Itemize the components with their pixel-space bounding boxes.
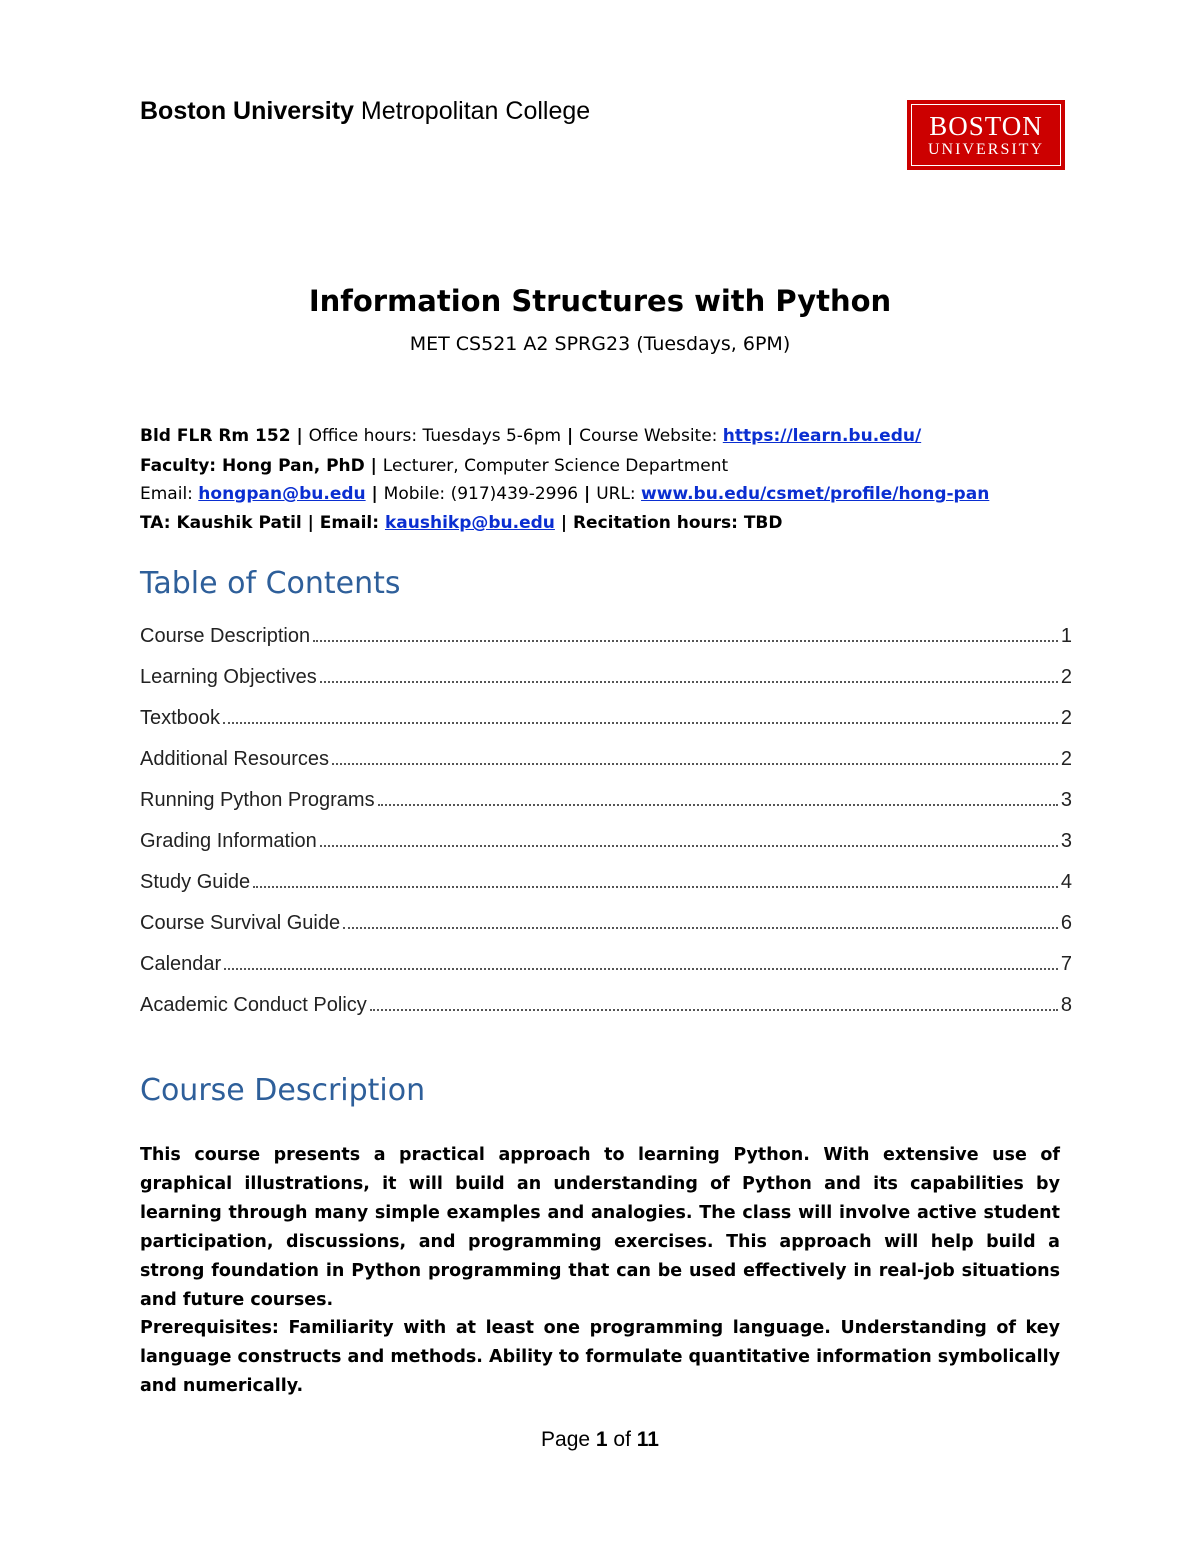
- toc-entry-page: 2: [1060, 707, 1072, 729]
- info-line-location: [140, 425, 921, 447]
- toc-entry-title: Calendar: [140, 953, 222, 975]
- toc-entry-title: Course Survival Guide: [140, 912, 341, 934]
- toc-entry-title: Additional Resources: [140, 748, 329, 770]
- course-website-link[interactable]: https://learn.bu.edu/: [722, 426, 922, 446]
- toc-entry-title: Academic Conduct Policy: [140, 994, 367, 1016]
- toc-entry[interactable]: [140, 871, 1072, 897]
- toc-entry-page: 1: [1060, 625, 1072, 647]
- logo-frame: [911, 104, 1061, 166]
- toc-entry[interactable]: [140, 625, 1072, 651]
- toc-dot-leader: [370, 1008, 1058, 1011]
- separator: |: [290, 426, 309, 446]
- separator: |: [578, 484, 597, 504]
- ta-name: TA: Kaushik Patil: [140, 513, 302, 533]
- institution-name: Boston University: [140, 97, 354, 125]
- toc-entry-title: Study Guide: [140, 871, 251, 893]
- toc-entry-title: Grading Information: [140, 830, 317, 852]
- separator: |: [364, 456, 383, 476]
- page-number: 1: [595, 1428, 608, 1451]
- toc-dot-leader: [320, 844, 1058, 847]
- course-description-paragraph: This course presents a practical approach to learning Python. With extensive use of graphical illustrations, it will build an understanding of Python and its capabilities by learning through many simple examples and analogies. The class will involve active student participation, discussions, and programming exercises. This approach will help build a strong foundation in Python programming that can be used effectively in real-job situations and future courses.: [140, 1145, 1060, 1310]
- ta-email-link[interactable]: kaushikp@bu.edu: [384, 513, 555, 533]
- url-label: URL:: [596, 484, 642, 504]
- college-name: Metropolitan College: [353, 97, 591, 125]
- email-label: Email:: [140, 484, 199, 504]
- toc-entry[interactable]: [140, 748, 1072, 774]
- office-hours-text: Office hours: Tuesdays 5-6pm: [308, 426, 562, 446]
- separator: |: [561, 426, 580, 446]
- separator: |: [365, 484, 384, 504]
- toc-dot-leader: [313, 639, 1058, 642]
- toc-dot-leader: [224, 967, 1058, 970]
- toc-entry-page: 4: [1060, 871, 1072, 893]
- prerequisites-text: : Familiarity with at least one programming language. Understanding of key language constructs and methods. Ability to formulate quantitative information symbolically and numerically.: [140, 1318, 1060, 1396]
- faculty-name: Faculty: Hong Pan, PhD: [140, 456, 365, 476]
- toc-entry-page: 3: [1060, 789, 1072, 811]
- faculty-profile-link[interactable]: www.bu.edu/csmet/profile/hong-pan: [641, 484, 990, 504]
- email-label: Email:: [319, 513, 385, 533]
- logo-text-line2: UNIVERSITY: [928, 141, 1044, 158]
- course-description-heading: Course Description: [140, 1073, 426, 1108]
- separator: |: [554, 513, 573, 533]
- faculty-email-link[interactable]: hongpan@bu.edu: [198, 484, 366, 504]
- faculty-role: Lecturer, Computer Science Department: [382, 456, 729, 476]
- toc-entry[interactable]: [140, 789, 1072, 815]
- toc-entry-page: 6: [1060, 912, 1072, 934]
- page-footer: [0, 1428, 1200, 1452]
- toc-dot-leader: [320, 680, 1058, 683]
- toc-heading: Table of Contents: [140, 566, 401, 601]
- institution-header: [140, 97, 590, 126]
- toc-dot-leader: [378, 803, 1058, 806]
- toc-entry-page: 8: [1060, 994, 1072, 1016]
- website-label: Course Website:: [579, 426, 723, 446]
- of-word: of: [607, 1428, 637, 1451]
- toc-dot-leader: [223, 721, 1058, 724]
- toc-entry-title: Textbook: [140, 707, 221, 729]
- info-line-contact: [140, 483, 989, 505]
- toc-dot-leader: [253, 885, 1058, 888]
- toc-dot-leader: [332, 762, 1058, 765]
- course-title: Information Structures with Python: [308, 284, 892, 318]
- logo-text-line1: BOSTON: [929, 111, 1043, 141]
- toc-entry-page: 2: [1060, 748, 1072, 770]
- separator: |: [301, 513, 320, 533]
- mobile-text: Mobile: (917)439-2996: [383, 484, 579, 504]
- toc-entry[interactable]: [140, 830, 1072, 856]
- toc-entry[interactable]: [140, 953, 1072, 979]
- prerequisites-paragraph: [140, 1314, 1060, 1401]
- toc-entry[interactable]: [140, 994, 1072, 1020]
- toc-entry-page: 7: [1060, 953, 1072, 975]
- room-text: Bld FLR Rm 152: [140, 426, 291, 446]
- recitation-hours: Recitation hours: TBD: [572, 513, 783, 533]
- toc-entry-title: Learning Objectives: [140, 666, 317, 688]
- info-line-faculty: [140, 455, 728, 477]
- toc-entry-page: 3: [1060, 830, 1072, 852]
- prerequisites-label: Prerequisites: [140, 1318, 272, 1338]
- toc-entry-title: Running Python Programs: [140, 789, 375, 811]
- toc-entry[interactable]: [140, 707, 1072, 733]
- toc-entry[interactable]: [140, 666, 1072, 692]
- course-subtitle: MET CS521 A2 SPRG23 (Tuesdays, 6PM): [409, 333, 791, 355]
- page-total: 11: [636, 1428, 659, 1451]
- toc-entry[interactable]: [140, 912, 1072, 938]
- info-line-ta: [140, 512, 783, 534]
- toc-dot-leader: [343, 926, 1058, 929]
- page-word: Page: [541, 1428, 596, 1451]
- toc-entry-title: Course Description: [140, 625, 311, 647]
- boston-university-logo: [907, 100, 1065, 170]
- toc-entry-page: 2: [1060, 666, 1072, 688]
